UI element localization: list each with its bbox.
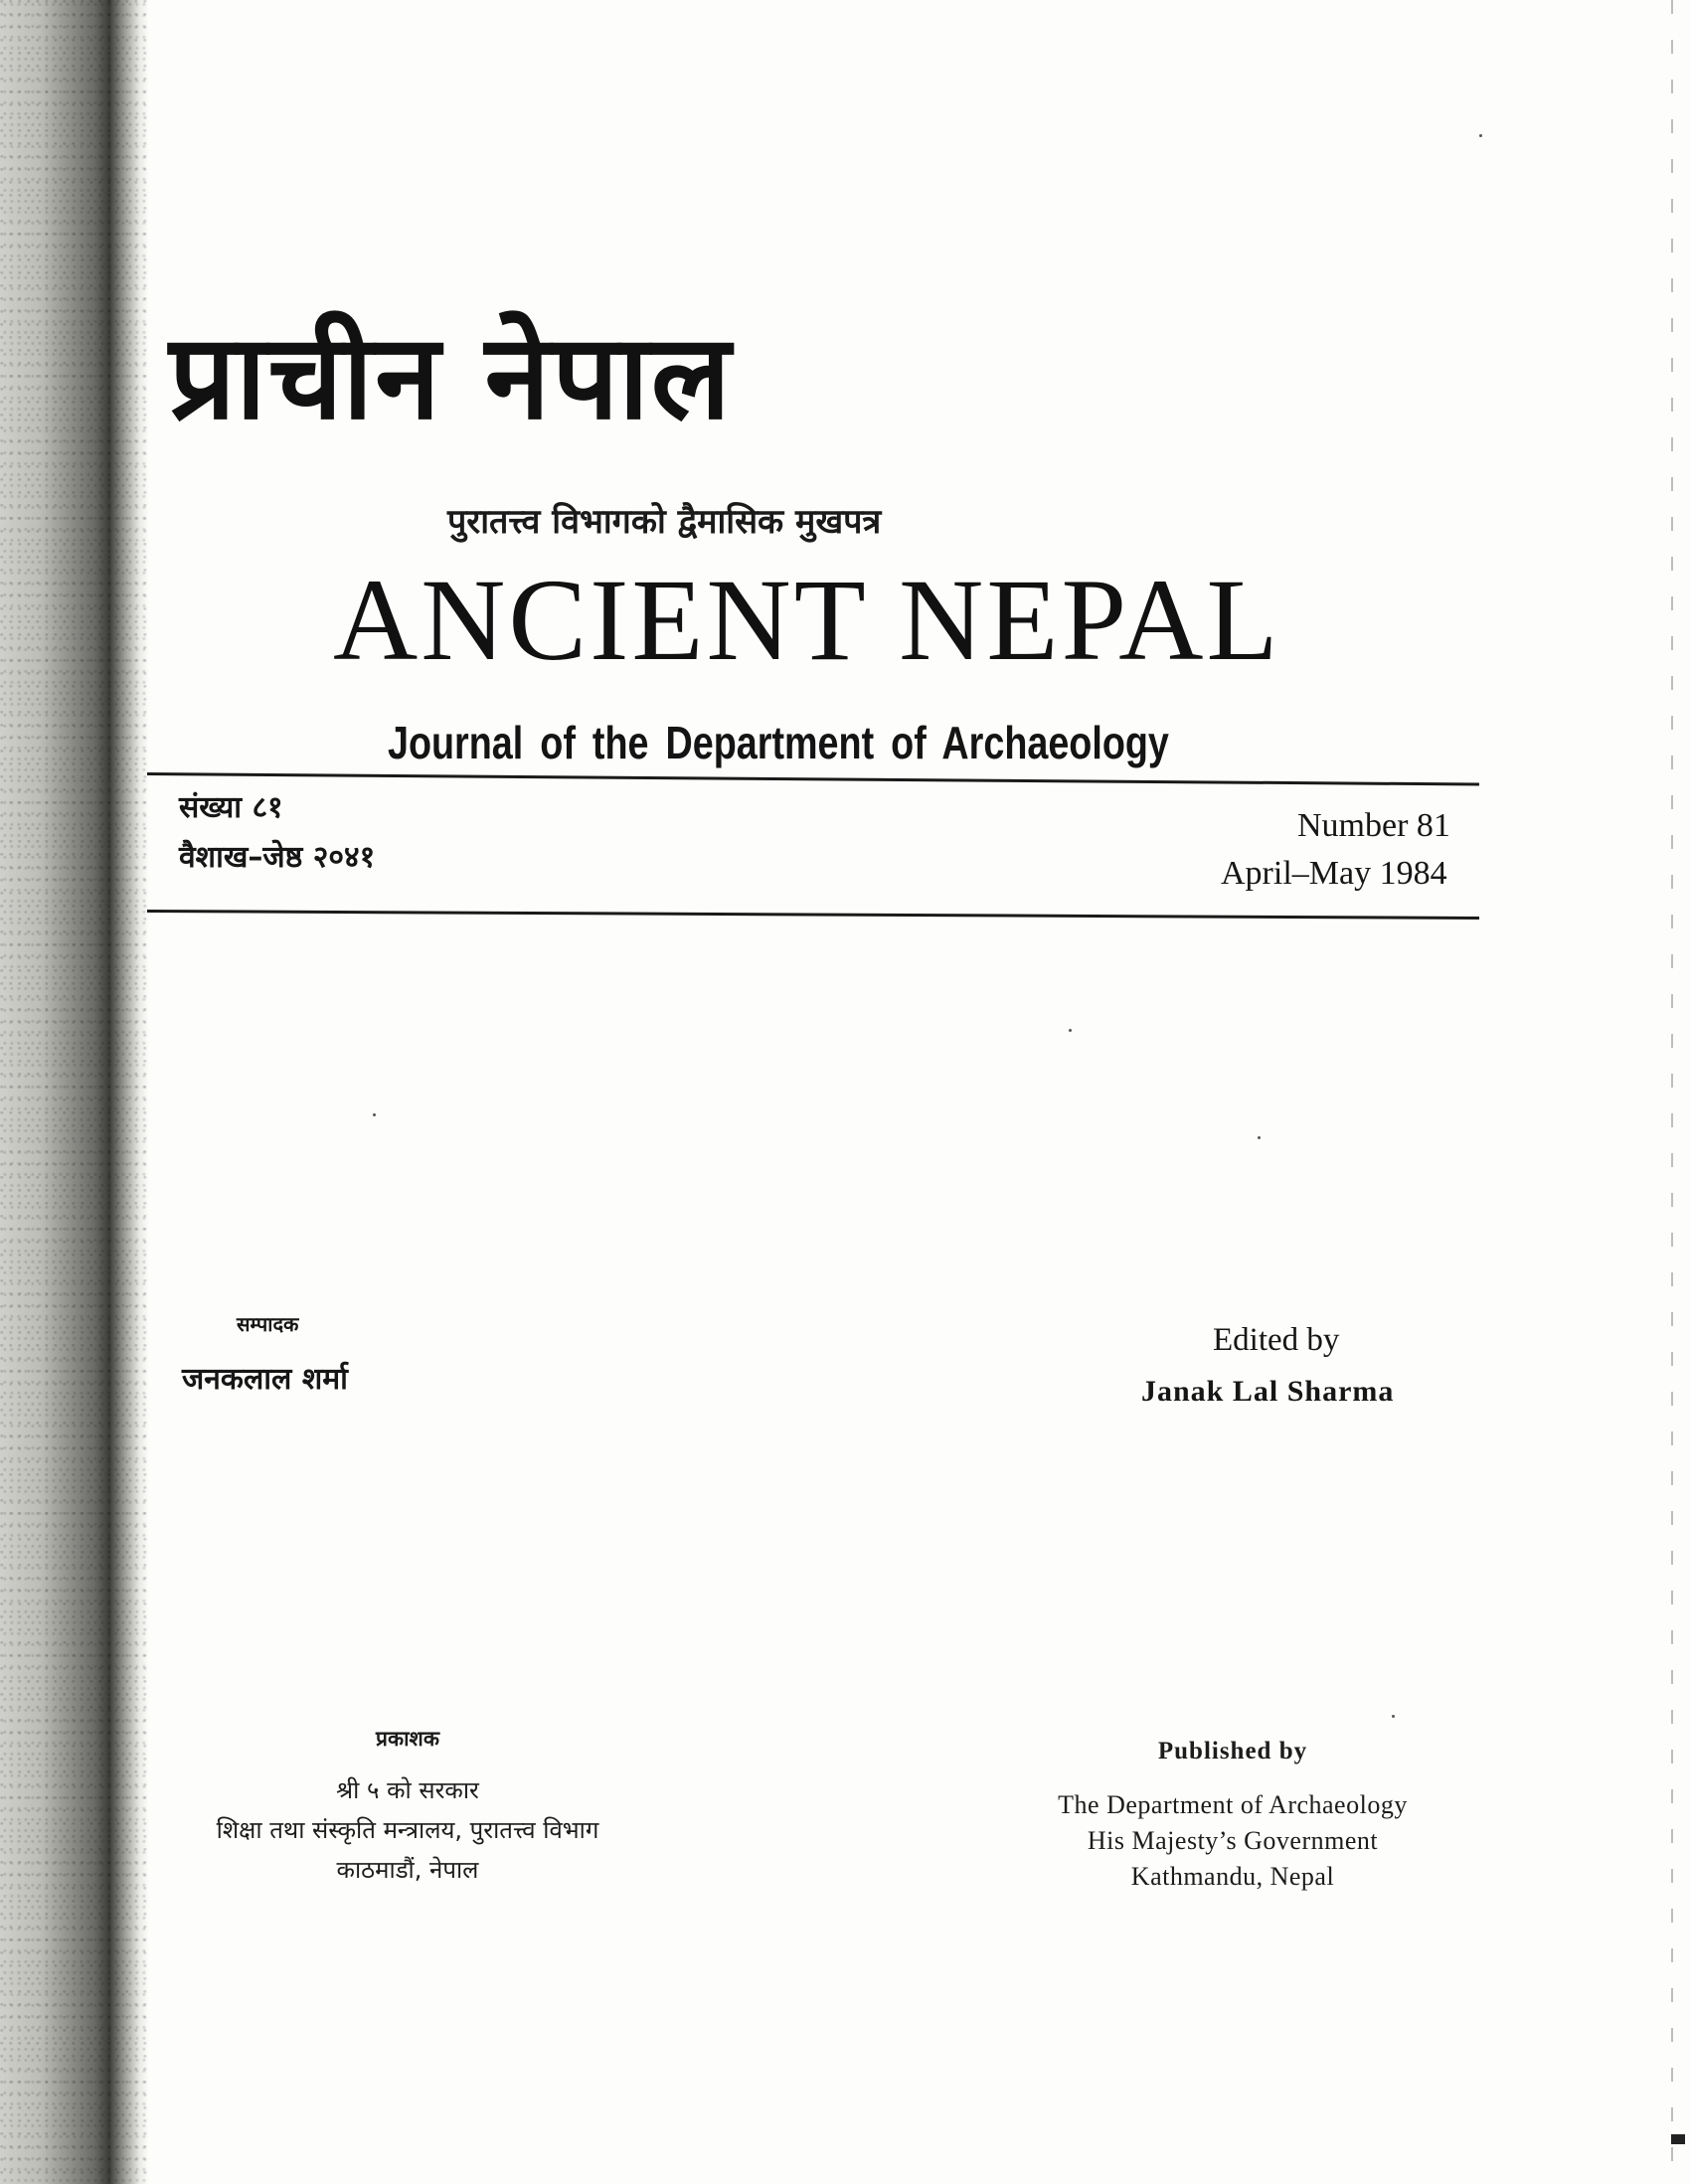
issue-number-devanagari: संख्या ८१ — [179, 790, 283, 825]
issue-date-english: April–May 1984 — [1221, 855, 1447, 892]
masthead-title-devanagari: प्राचीन नेपाल — [169, 308, 733, 445]
scan-speck — [1258, 1136, 1261, 1139]
publisher-line-english: Kathmandu, Nepal — [1130, 1862, 1335, 1891]
editor-name-devanagari: जनकलाल शर्मा — [182, 1362, 348, 1397]
publisher-line-devanagari: काठमाडौं, नेपाल — [336, 1856, 479, 1884]
publisher-label-devanagari: प्रकाशक — [376, 1727, 439, 1751]
publisher-block-english — [1004, 1738, 1461, 1895]
issue-date-devanagari: वैशाख–जेष्ठ २०४१ — [179, 840, 376, 875]
publisher-label-english: Published by — [1157, 1738, 1308, 1764]
editor-label-devanagari: सम्पादक — [237, 1312, 299, 1336]
scan-speck — [1392, 1715, 1395, 1718]
bottom-divider — [147, 910, 1479, 920]
masthead-subtitle-english: Journal of the Department of Archaeology — [388, 717, 1169, 768]
publisher-line-english: His Majesty’s Government — [1087, 1826, 1379, 1855]
scan-right-edge — [1671, 0, 1673, 2184]
editor-label-english: Edited by — [1213, 1322, 1340, 1358]
issue-number-english: Number 81 — [1297, 807, 1450, 844]
scan-speck — [1479, 134, 1482, 137]
masthead-subtitle-devanagari: पुरातत्त्व विभागको द्वैमासिक मुखपत्र — [447, 502, 882, 542]
top-divider — [147, 772, 1479, 786]
publisher-line-devanagari: शिक्षा तथा संस्कृति मन्त्रालय, पुरातत्त्व विभाग — [216, 1816, 599, 1844]
publisher-line-english: The Department of Archaeology — [1058, 1790, 1408, 1819]
scan-binding-noise — [0, 0, 149, 2184]
scan-speck — [1069, 1029, 1072, 1032]
scan-corner-mark — [1671, 2134, 1685, 2144]
scan-speck — [373, 1113, 376, 1116]
publisher-line-devanagari: श्री ५ को सरकार — [336, 1776, 479, 1804]
editor-name-english: Janak Lal Sharma — [1141, 1375, 1395, 1408]
publisher-block-devanagari — [149, 1725, 666, 1890]
masthead-title-english: ANCIENT NEPAL — [333, 555, 1281, 685]
